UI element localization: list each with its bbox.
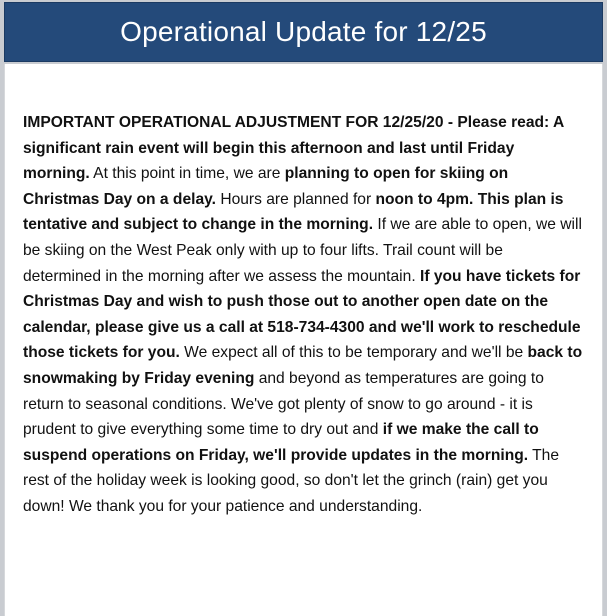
announcement-text bbox=[23, 110, 585, 520]
text-segment: and beyond as temperatures are going to return to seasonal conditions. We've got plenty of snow to go around - it is prudent to give everything some time to dry out and bbox=[23, 369, 544, 439]
text-segment: if we make the call to suspend operations on Friday, we'll provide updates in the morning. bbox=[23, 421, 539, 464]
text-segment: We expect all of this to be temporary and we'll be bbox=[179, 344, 528, 362]
text-segment: back to snowmaking by Friday evening bbox=[23, 344, 583, 387]
text-segment: Hours are planned for bbox=[215, 190, 376, 208]
text-segment: At this point in time, we are bbox=[89, 165, 285, 183]
text-segment: planning to open for skiing on Christmas Day on a delay. bbox=[23, 165, 509, 208]
text-segment: The rest of the holiday week is looking good, so don't let the grinch (rain) get you down! We thank you for your patience and understanding. bbox=[23, 446, 559, 515]
header-banner bbox=[4, 2, 603, 62]
page-title: Operational Update for 12/25 bbox=[120, 16, 487, 47]
text-segment: If you have tickets for Christmas Day and wish to push those out to another open date on the calendar, please give us a call at 518-734-4300 and we'll work to reschedule those tickets for you. bbox=[23, 267, 581, 362]
content-panel bbox=[4, 64, 603, 616]
text-segment: IMPORTANT OPERATIONAL ADJUSTMENT FOR 12/25/20 - Please read: A significant rain event will begin this afternoon and last until Friday morning. bbox=[23, 114, 564, 183]
text-segment: noon to 4pm. This plan is tentative and subject to change in the morning. bbox=[23, 190, 564, 234]
text-segment: If we are able to open, we will be skiing on the West Peak only with up to four lifts. Trail count will be determined in the morning after we assess the mountain. bbox=[23, 216, 582, 285]
